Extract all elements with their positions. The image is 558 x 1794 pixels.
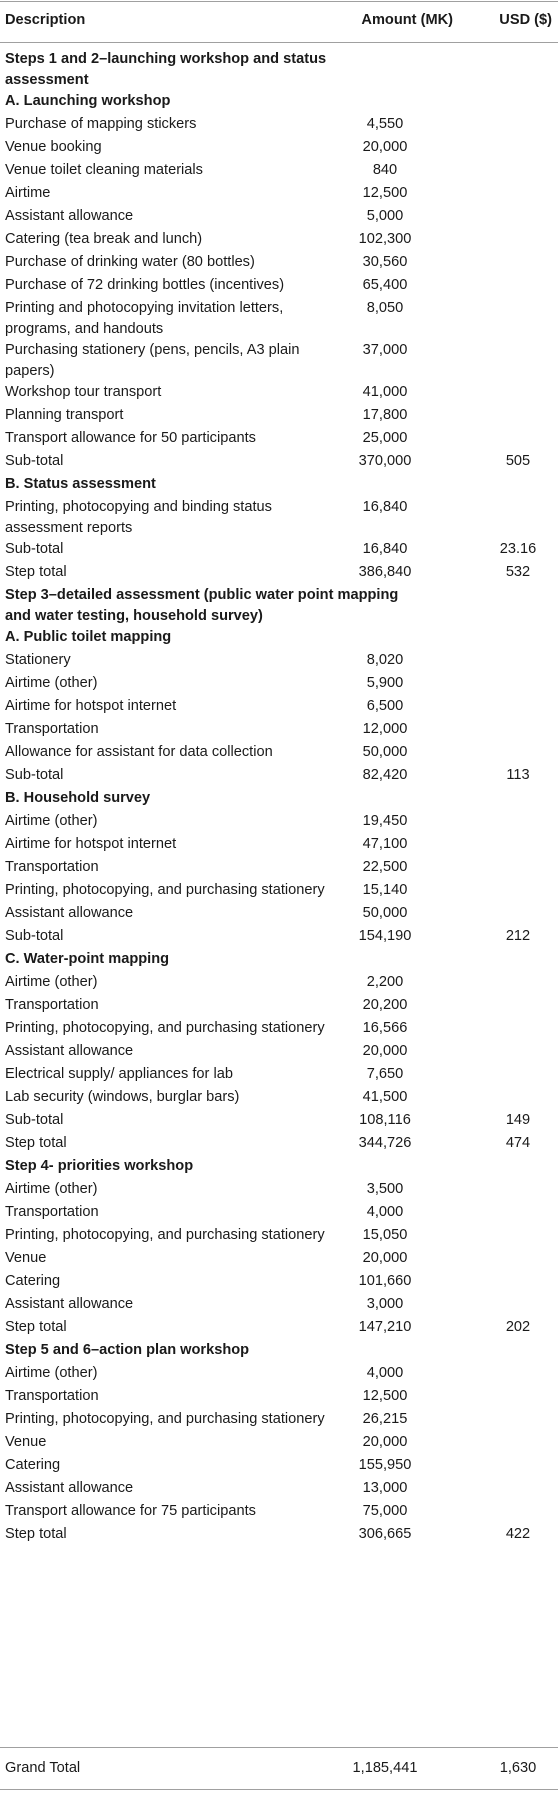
- row-amount: 2,200: [366, 974, 404, 990]
- row-description: Step 3–detailed assessment (public water point mapping and water testing, household survey): [5, 587, 399, 624]
- row-amount: 75,000: [362, 1503, 408, 1519]
- row-description: Steps 1 and 2–launching workshop and status assessment: [5, 51, 327, 88]
- row-amount: 147,210: [358, 1319, 412, 1335]
- row-description: Transportation: [5, 721, 99, 737]
- row-amount: 4,000: [366, 1204, 404, 1220]
- row-description: Purchasing stationery (pens, pencils, A3 plain papers): [5, 342, 300, 379]
- row-amount: 65,400: [362, 277, 408, 293]
- row-usd: 113: [506, 767, 530, 783]
- row-description: B. Status assessment: [5, 476, 156, 492]
- row-description: B. Household survey: [5, 790, 151, 806]
- row-description: Airtime (other): [5, 1365, 98, 1381]
- row-usd: 505: [505, 453, 531, 469]
- row-amount: 15,140: [362, 882, 408, 898]
- row-amount: 108,116: [359, 1112, 411, 1128]
- row-amount: 4,000: [366, 1365, 404, 1381]
- row-description: Printing, photocopying and binding status assessment reports: [5, 499, 272, 536]
- row-amount: 20,000: [362, 139, 408, 155]
- row-description: C. Water-point mapping: [5, 951, 170, 967]
- row-description: Step 5 and 6–action plan workshop: [5, 1342, 250, 1358]
- row-description: Transportation: [5, 997, 99, 1013]
- row-description: Venue: [5, 1434, 47, 1450]
- row-description: Printing, photocopying, and purchasing stationery: [5, 882, 325, 898]
- row-amount: 12,000: [362, 721, 408, 737]
- row-description: Transport allowance for 50 participants: [5, 430, 256, 446]
- row-amount: 3,000: [366, 1296, 404, 1312]
- row-description: A. Launching workshop: [5, 93, 171, 109]
- grand-total-usd: 1,630: [499, 1760, 537, 1776]
- row-amount: 47,100: [362, 836, 408, 852]
- row-description: Assistant allowance: [5, 905, 134, 921]
- row-amount: 3,500: [366, 1181, 404, 1197]
- row-description: Step total: [5, 1526, 67, 1542]
- grand-total-rule-top: [0, 1747, 558, 1748]
- row-amount: 8,050: [366, 300, 404, 316]
- row-amount: 12,500: [362, 185, 408, 201]
- row-description: Workshop tour transport: [5, 384, 162, 400]
- row-description: Purchase of drinking water (80 bottles): [5, 254, 255, 270]
- row-description: Airtime (other): [5, 1181, 98, 1197]
- row-amount: 306,665: [358, 1526, 412, 1542]
- row-amount: 7,650: [366, 1066, 404, 1082]
- row-amount: 12,500: [362, 1388, 408, 1404]
- row-amount: 16,840: [362, 499, 408, 515]
- row-description: Step total: [5, 564, 67, 580]
- row-description: Catering: [5, 1457, 61, 1473]
- row-description: Assistant allowance: [5, 1043, 134, 1059]
- row-amount: 20,000: [362, 1250, 408, 1266]
- row-description: Printing, photocopying, and purchasing stationery: [5, 1411, 325, 1427]
- row-description: Lab security (windows, burglar bars): [5, 1089, 240, 1105]
- row-description: Airtime for hotspot internet: [5, 698, 177, 714]
- row-description: Planning transport: [5, 407, 124, 423]
- row-amount: 370,000: [358, 453, 412, 469]
- row-amount: 5,000: [366, 208, 404, 224]
- row-description: Stationery: [5, 652, 71, 668]
- row-description: Allowance for assistant for data collection: [5, 744, 273, 760]
- row-usd: 532: [505, 564, 531, 580]
- row-amount: 16,566: [362, 1020, 408, 1036]
- row-description: Printing, photocopying, and purchasing stationery: [5, 1020, 325, 1036]
- grand-total-amount: 1,185,441: [352, 1760, 418, 1776]
- header-description: Description: [5, 12, 86, 28]
- row-description: Step total: [5, 1319, 67, 1335]
- row-amount: 344,726: [358, 1135, 412, 1151]
- row-amount: 82,420: [362, 767, 408, 783]
- row-usd: 23.16: [499, 541, 537, 557]
- row-description: Airtime (other): [5, 813, 98, 829]
- row-description: Printing, photocopying, and purchasing stationery: [5, 1227, 325, 1243]
- row-description: Purchase of mapping stickers: [5, 116, 197, 132]
- row-amount: 41,000: [362, 384, 408, 400]
- header-rule: [0, 42, 558, 43]
- row-amount: 102,300: [358, 231, 412, 247]
- row-description: Sub-total: [5, 767, 64, 783]
- row-amount: 17,800: [362, 407, 408, 423]
- row-amount: 37,000: [362, 342, 408, 358]
- table-top-rule: [0, 1, 558, 2]
- row-description: Airtime for hotspot internet: [5, 836, 177, 852]
- row-description: Airtime: [5, 185, 51, 201]
- row-amount: 26,215: [362, 1411, 408, 1427]
- row-amount: 5,900: [366, 675, 404, 691]
- row-description: Catering: [5, 1273, 61, 1289]
- row-description: Airtime (other): [5, 974, 98, 990]
- row-description: Venue booking: [5, 139, 102, 155]
- row-amount: 22,500: [362, 859, 408, 875]
- row-amount: 101,660: [358, 1273, 412, 1289]
- row-description: Transport allowance for 75 participants: [5, 1503, 256, 1519]
- row-description: Sub-total: [5, 928, 64, 944]
- row-description: Assistant allowance: [5, 1296, 134, 1312]
- row-amount: 50,000: [362, 905, 408, 921]
- row-amount: 386,840: [358, 564, 412, 580]
- row-description: Step total: [5, 1135, 67, 1151]
- row-amount: 155,950: [358, 1457, 412, 1473]
- row-usd: 202: [505, 1319, 531, 1335]
- row-description: Airtime (other): [5, 675, 98, 691]
- row-amount: 16,840: [362, 541, 408, 557]
- row-amount: 20,000: [362, 1043, 408, 1059]
- row-description: Printing and photocopying invitation letters, programs, and handouts: [5, 300, 284, 337]
- row-description: Transportation: [5, 859, 99, 875]
- row-description: A. Public toilet mapping: [5, 629, 172, 645]
- row-usd: 212: [505, 928, 531, 944]
- row-amount: 4,550: [366, 116, 404, 132]
- row-description: Venue toilet cleaning materials: [5, 162, 203, 178]
- row-amount: 25,000: [362, 430, 408, 446]
- row-amount: 20,000: [362, 1434, 408, 1450]
- row-description: Sub-total: [5, 453, 64, 469]
- row-description: Step 4- priorities workshop: [5, 1158, 194, 1174]
- row-description: Venue: [5, 1250, 47, 1266]
- row-amount: 19,450: [362, 813, 408, 829]
- row-description: Transportation: [5, 1204, 99, 1220]
- row-description: Electrical supply/ appliances for lab: [5, 1066, 233, 1082]
- row-amount: 8,020: [366, 652, 404, 668]
- table-bottom-rule: [0, 1789, 558, 1790]
- row-amount: 41,500: [362, 1089, 408, 1105]
- row-amount: 13,000: [362, 1480, 408, 1496]
- header-usd: USD ($): [499, 12, 552, 28]
- grand-total-label: Grand Total: [5, 1760, 81, 1776]
- row-usd: 474: [505, 1135, 531, 1151]
- row-usd: 422: [505, 1526, 531, 1542]
- row-description: Purchase of 72 drinking bottles (incentives): [5, 277, 285, 293]
- row-amount: 15,050: [362, 1227, 408, 1243]
- row-amount: 20,200: [362, 997, 408, 1013]
- row-description: Assistant allowance: [5, 1480, 134, 1496]
- row-description: Transportation: [5, 1388, 99, 1404]
- row-amount: 840: [372, 162, 398, 178]
- row-description: Catering (tea break and lunch): [5, 231, 203, 247]
- row-amount: 6,500: [366, 698, 404, 714]
- header-amount: Amount (MK): [361, 12, 453, 28]
- row-usd: 149: [505, 1112, 531, 1128]
- row-description: Assistant allowance: [5, 208, 134, 224]
- row-description: Sub-total: [5, 1112, 64, 1128]
- row-description: Sub-total: [5, 541, 64, 557]
- row-amount: 50,000: [362, 744, 408, 760]
- row-amount: 154,190: [358, 928, 412, 944]
- row-amount: 30,560: [362, 254, 408, 270]
